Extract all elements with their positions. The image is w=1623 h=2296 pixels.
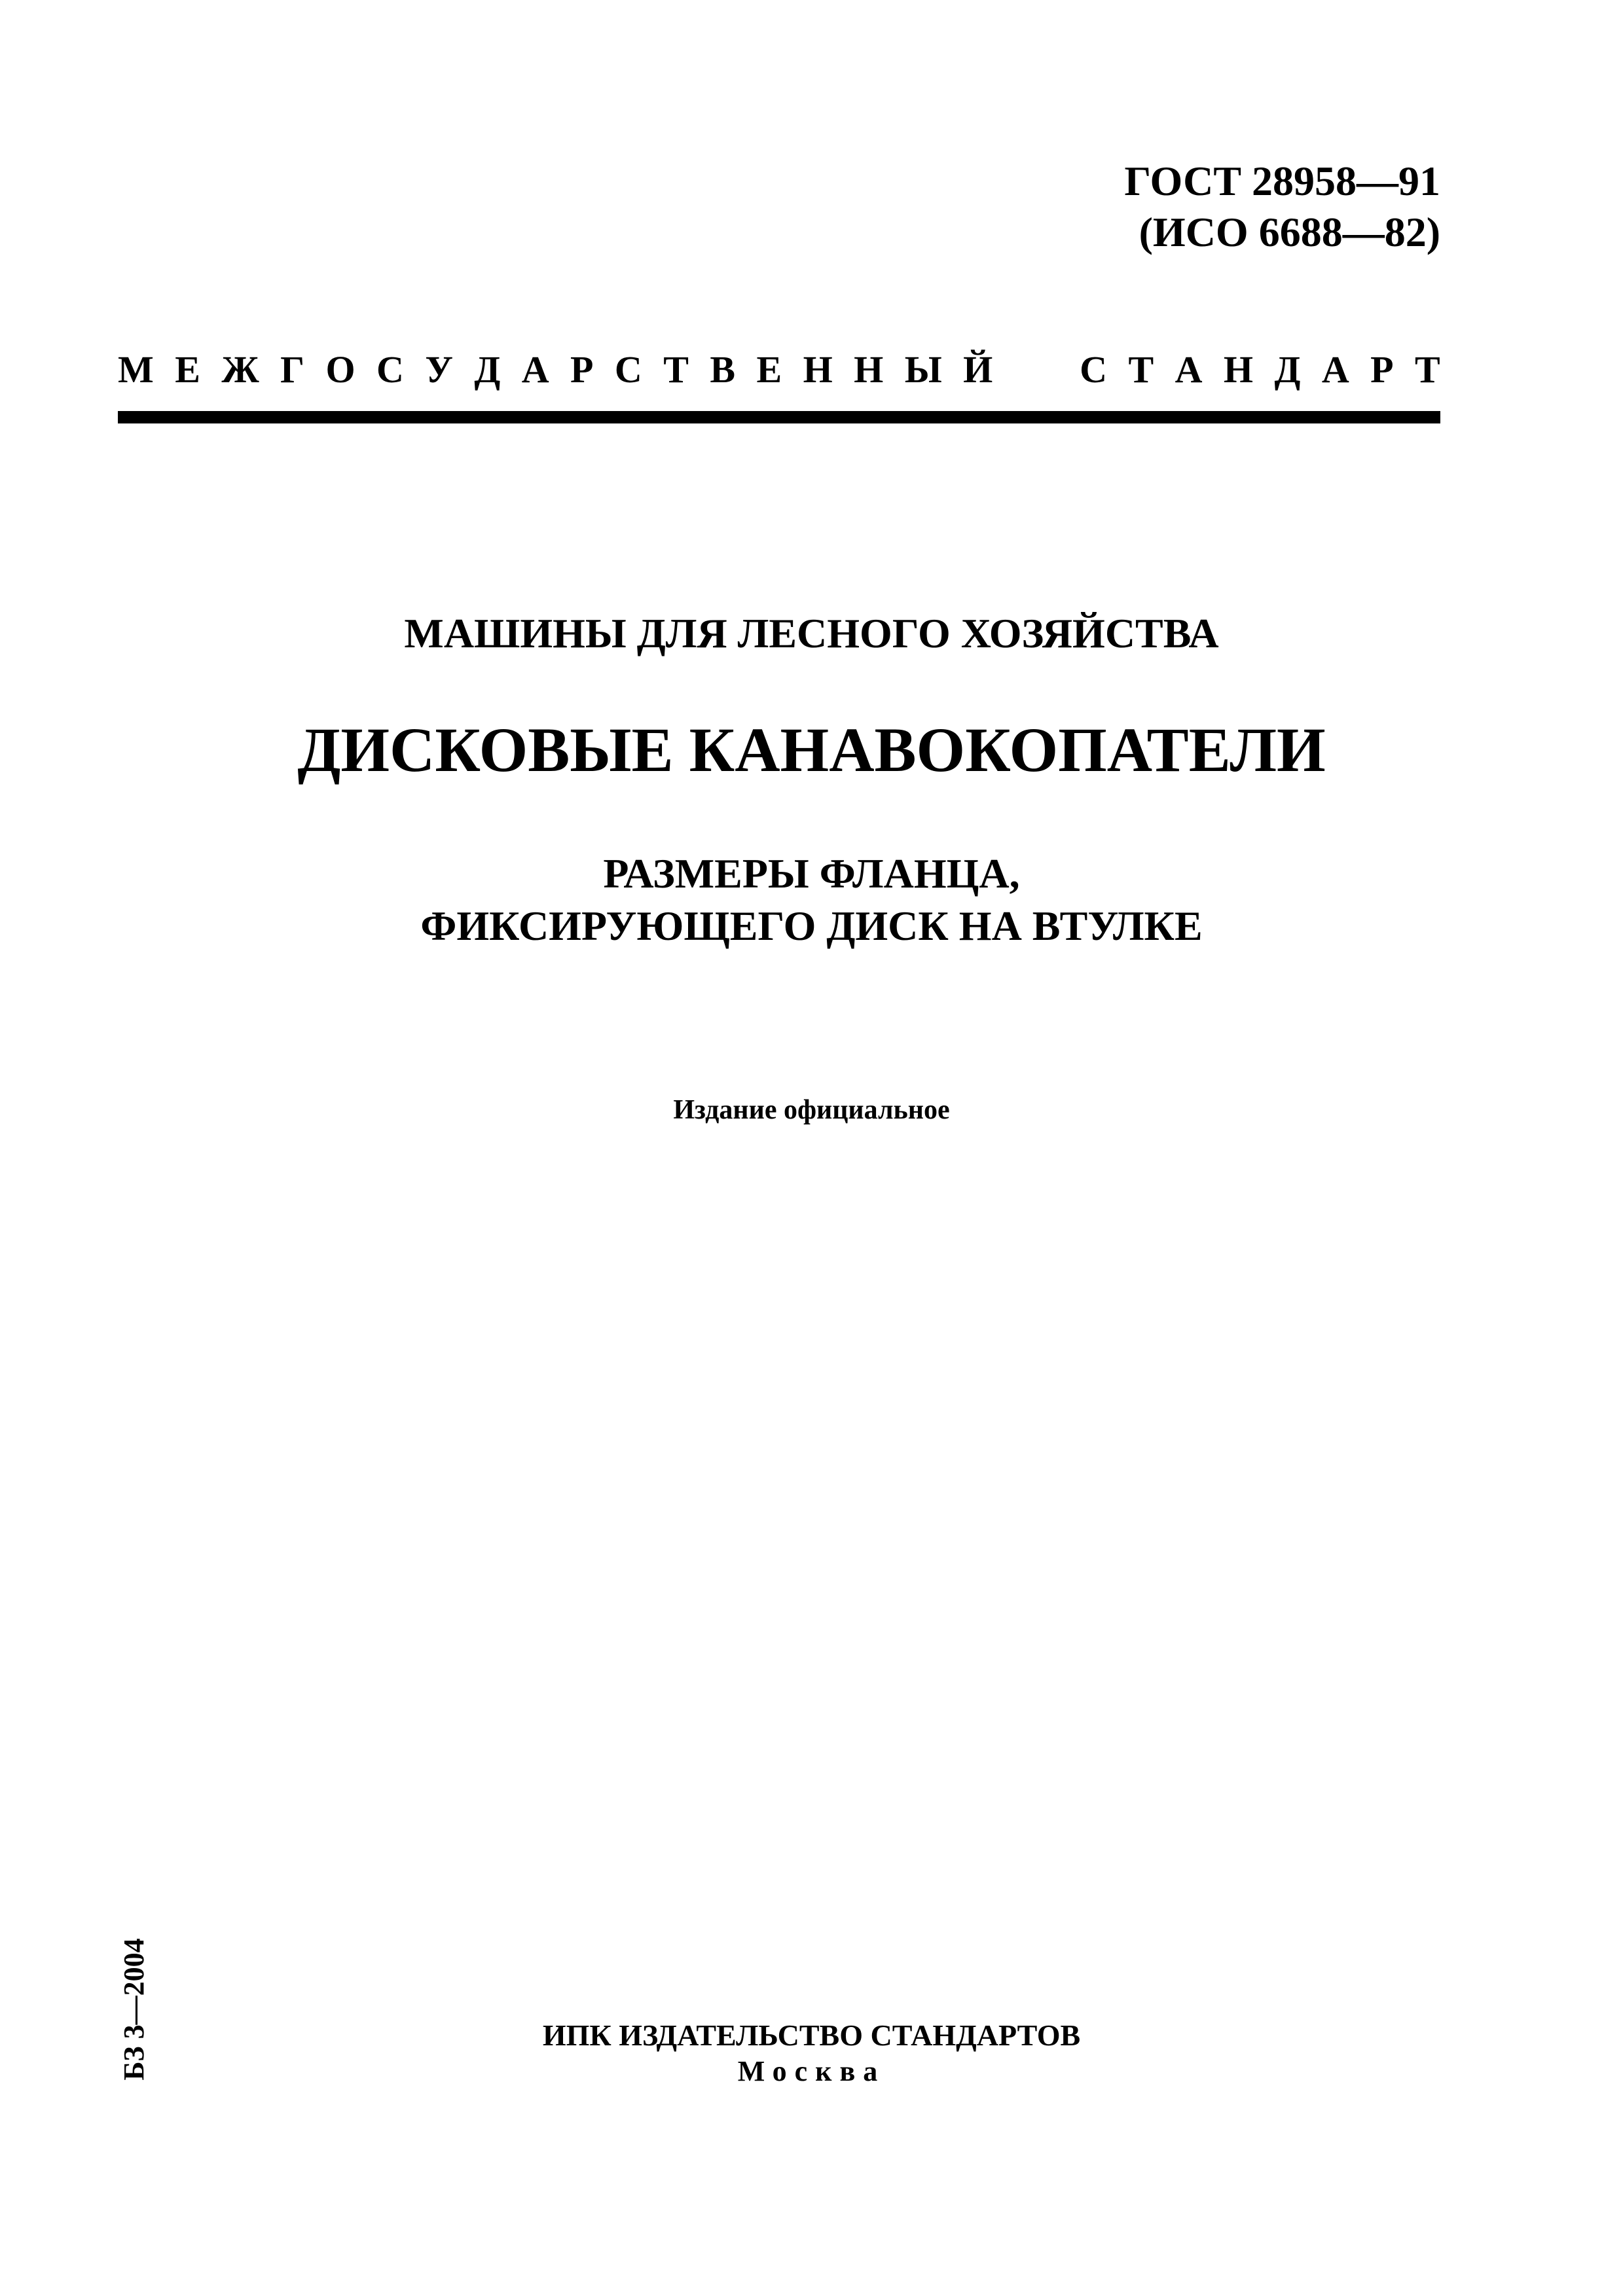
word-gap	[1014, 344, 1059, 396]
edition-label: Издание официальное	[673, 1095, 950, 1125]
publisher-city: Москва	[737, 2055, 886, 2087]
side-code-text: БЗ 3—2004	[118, 1938, 150, 2081]
heading-letter: А	[1321, 348, 1349, 391]
heading-letter: О	[325, 348, 356, 391]
heading-letter: Ж	[221, 348, 259, 391]
standard-designation	[1124, 156, 1440, 258]
main-title: ДИСКОВЫЕ КАНАВОКОПАТЕЛИ	[297, 715, 1326, 785]
heading-letter: С	[614, 348, 642, 391]
heading-letter: А	[1175, 348, 1203, 391]
heading-letter: Д	[1274, 348, 1301, 391]
interstate-standard-heading	[118, 344, 1440, 396]
publisher-block	[0, 2017, 1623, 2089]
heading-letter: Р	[1370, 348, 1394, 391]
heading-letter: Т	[663, 348, 689, 391]
heading-letter: Е	[175, 348, 200, 391]
heading-letter: Г	[280, 348, 305, 391]
heading-letter: Н	[1223, 348, 1254, 391]
heading-rule	[118, 411, 1440, 423]
heading-letter: Н	[854, 348, 884, 391]
heading-letter: А	[521, 348, 549, 391]
heading-letter: Е	[756, 348, 782, 391]
heading-letter: Т	[1128, 348, 1154, 391]
heading-letter: Д	[474, 348, 501, 391]
heading-letter: Н	[803, 348, 833, 391]
standard-number: ГОСТ 28958—91	[1124, 158, 1440, 204]
category-title: МАШИНЫ ДЛЯ ЛЕСНОГО ХОЗЯЙСТВА	[404, 610, 1219, 656]
heading-letter: В	[710, 348, 736, 391]
heading-letter: У	[425, 348, 453, 391]
iso-number: (ИСО 6688—82)	[1139, 209, 1440, 255]
heading-letter: Ы	[904, 348, 942, 391]
heading-letter: Й	[963, 348, 993, 391]
heading-letter: Т	[1415, 348, 1440, 391]
subtitle-line-2: ФИКСИРУЮЩЕГО ДИСК НА ВТУЛКЕ	[420, 903, 1203, 949]
subtitle	[0, 848, 1623, 952]
heading-letter: С	[1080, 348, 1108, 391]
publisher-name: ИПК ИЗДАТЕЛЬСТВО СТАНДАРТОВ	[542, 2018, 1081, 2052]
subtitle-line-1: РАЗМЕРЫ ФЛАНЦА,	[603, 850, 1020, 897]
heading-letter: Р	[570, 348, 594, 391]
heading-letter: С	[376, 348, 404, 391]
heading-letter: М	[118, 348, 154, 391]
